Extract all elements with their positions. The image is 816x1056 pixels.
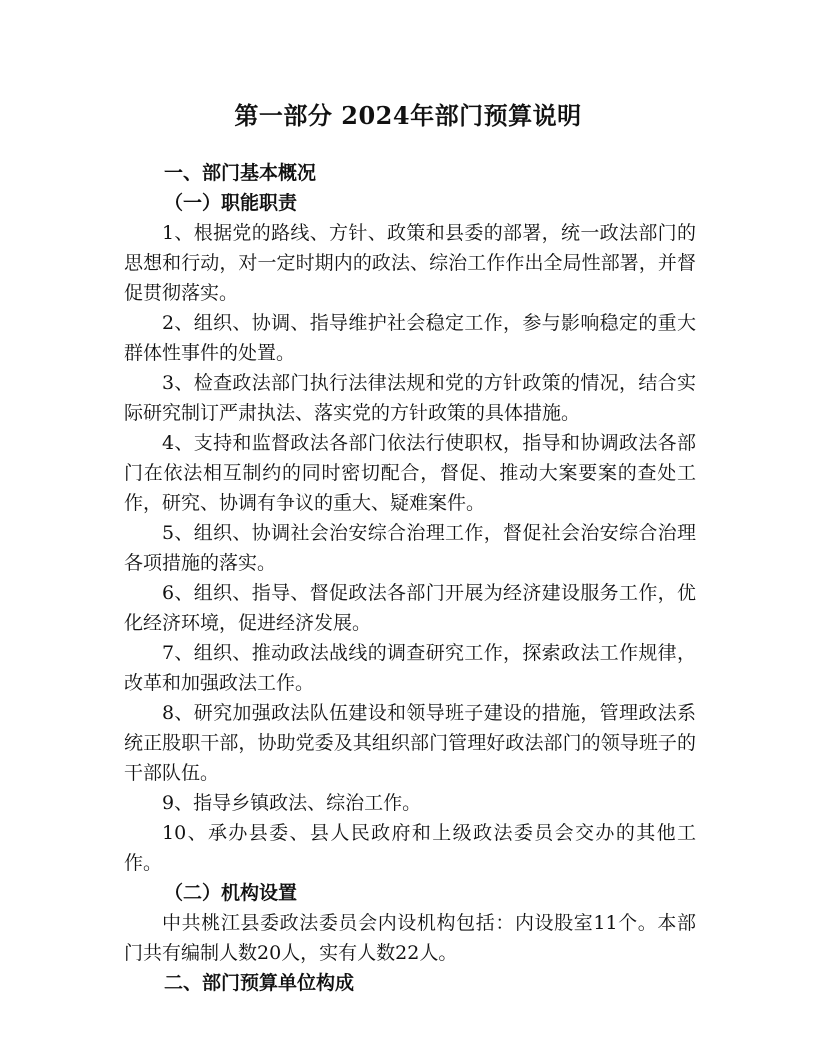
section-heading-basic-overview: 一、部门基本概况 xyxy=(164,162,317,184)
duty-paragraph-9: 9、指导乡镇政法、综治工作。 xyxy=(162,792,422,814)
duty-paragraph-10: 10、承办县委、县人民政府和上级政法委员会交办的其他工作。 xyxy=(124,822,696,874)
document-body xyxy=(124,158,696,998)
duty-paragraph-5: 5、组织、协调社会治安综合治理工作，督促社会治安综合治理各项措施的落实。 xyxy=(124,522,696,574)
duty-paragraph-8: 8、研究加强政法队伍建设和领导班子建设的措施，管理政法系统正股职干部，协助党委及其组织部门管理好政法部门的领导班子的干部队伍。 xyxy=(124,702,696,784)
organization-paragraph: 中共桃江县委政法委员会内设机构包括：内设股室11个。本部门共有编制人数20人，实有人数22人。 xyxy=(124,912,696,964)
subsection-heading-duties: （一）职能职责 xyxy=(164,192,298,214)
document-title: 第一部分 2024年部门预算说明 xyxy=(234,101,582,130)
duty-paragraph-1: 1、根据党的路线、方针、政策和县委的部署，统一政法部门的思想和行动，对一定时期内的政法、综治工作作出全局性部署，并督促贯彻落实。 xyxy=(124,222,696,304)
duty-paragraph-4: 4、支持和监督政法各部门依法行使职权，指导和协调政法各部门在依法相互制约的同时密切配合，督促、推动大案要案的查处工作，研究、协调有争议的重大、疑难案件。 xyxy=(124,432,696,514)
duty-paragraph-7: 7、组织、推动政法战线的调查研究工作，探索政法工作规律，改革和加强政法工作。 xyxy=(124,642,696,694)
section-heading-budget-units: 二、部门预算单位构成 xyxy=(164,972,355,994)
duty-paragraph-2: 2、组织、协调、指导维护社会稳定工作，参与影响稳定的重大群体性事件的处置。 xyxy=(124,312,696,364)
duty-paragraph-3: 3、检查政法部门执行法律法规和党的方针政策的情况，结合实际研究制订严肃执法、落实党的方针政策的具体措施。 xyxy=(124,372,696,424)
duty-paragraph-6: 6、组织、指导、督促政法各部门开展为经济建设服务工作，优化经济环境，促进经济发展。 xyxy=(124,582,696,634)
subsection-heading-organization: （二）机构设置 xyxy=(164,882,298,904)
